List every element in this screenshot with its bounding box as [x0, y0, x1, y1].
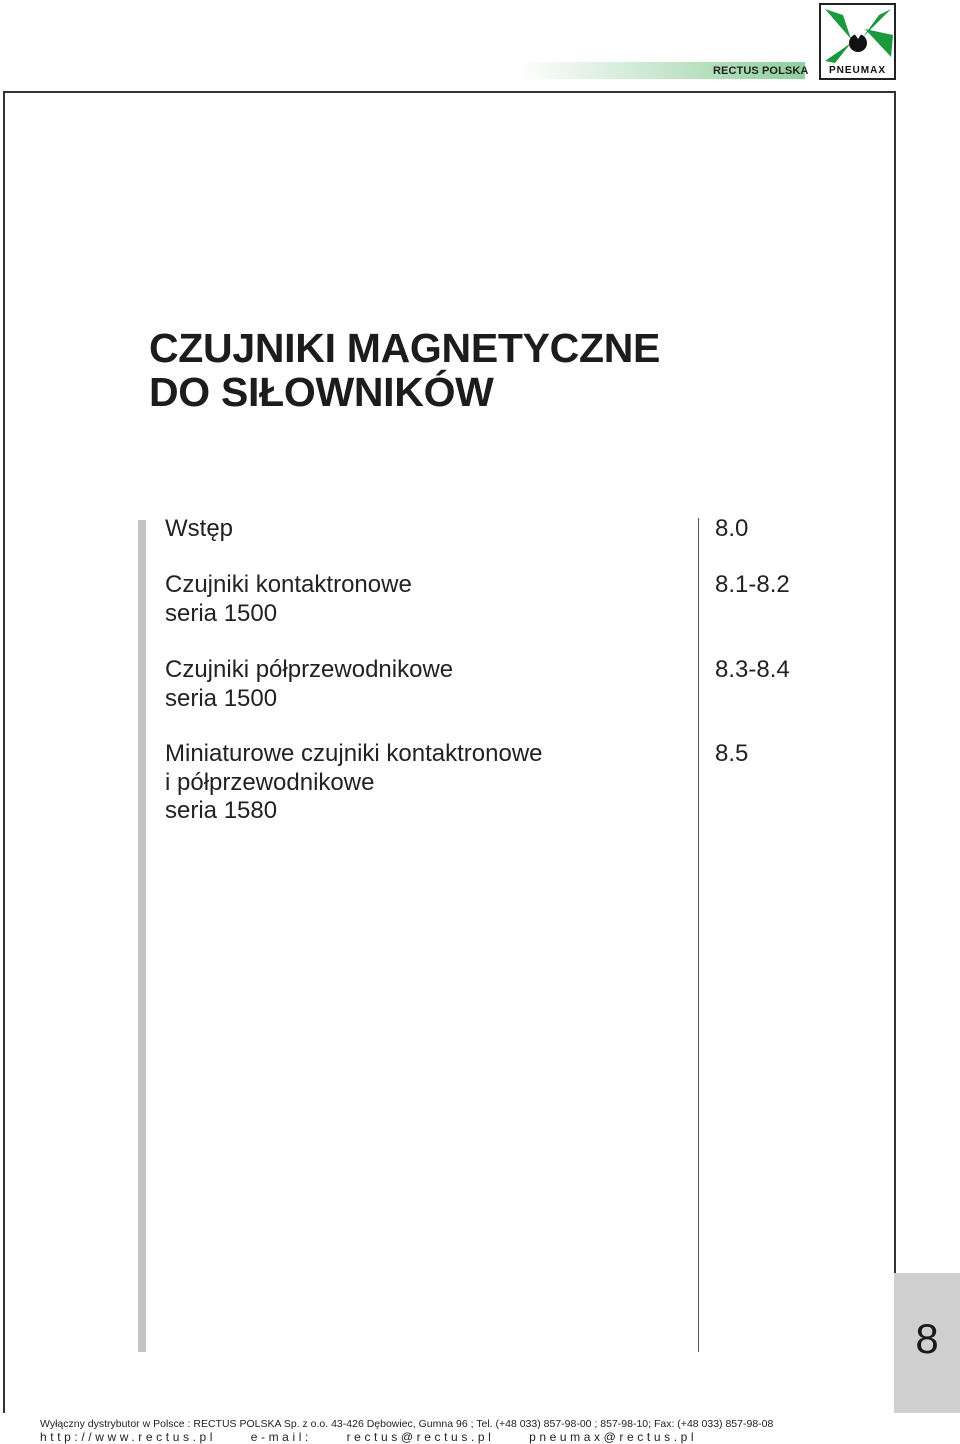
toc-entry-line: Czujniki półprzewodnikowe [165, 656, 454, 683]
toc-entry-line: i półprzewodnikowe [165, 768, 375, 796]
toc-entry-line: Wstęp [165, 515, 234, 542]
pneumax-logo [819, 3, 896, 80]
footer-distributor-info: Wyłączny dystrybutor w Polsce : RECTUS POLSKA Sp. z o.o. 43-426 Dębowiec, Gumna 96 ; Tel. (+48 033) 857-98-00 ; 857-98-10; Fax: (+48 033) 857-98-08 [40, 1418, 774, 1430]
toc-entry-semiconductor-1500[interactable] [165, 656, 453, 713]
section-tab[interactable] [894, 1273, 960, 1413]
title-line-2: DO SIŁOWNIKÓW [149, 369, 494, 415]
logo-text: PNEUMAX [828, 65, 886, 76]
footer-web-email[interactable]: http://www.rectus.pl e-mail: rectus@rectus.pl pneumax@rectus.pl [40, 1430, 698, 1444]
page-title [149, 326, 660, 414]
toc-entry-line: seria 1500 [165, 599, 278, 627]
left-gray-rule [138, 520, 146, 1352]
right-divider-rule [698, 518, 699, 1352]
toc-entry-line: Miniaturowe czujniki kontaktronowe [165, 740, 543, 767]
toc-entry-intro[interactable] [165, 515, 233, 544]
toc-entry-reed-1500[interactable] [165, 571, 412, 628]
toc-entry-line: seria 1500 [165, 684, 278, 712]
section-number: 8 [915, 1315, 939, 1362]
toc-page-semiconductor-1500[interactable]: 8.3-8.4 [715, 656, 790, 683]
toc-entry-line: seria 1580 [165, 797, 278, 824]
toc-entry-line: Czujniki kontaktronowe [165, 571, 412, 598]
brand-label: RECTUS POLSKA [713, 65, 809, 77]
toc-page-reed-1500[interactable]: 8.1-8.2 [715, 571, 790, 598]
toc-page-miniature-1580[interactable]: 8.5 [715, 740, 749, 767]
toc-entry-miniature-1580[interactable] [165, 740, 543, 826]
title-line-1: CZUJNIKI MAGNETYCZNE [149, 325, 661, 371]
pneumax-logo-icon [821, 5, 894, 65]
toc-page-intro[interactable]: 8.0 [715, 515, 749, 542]
